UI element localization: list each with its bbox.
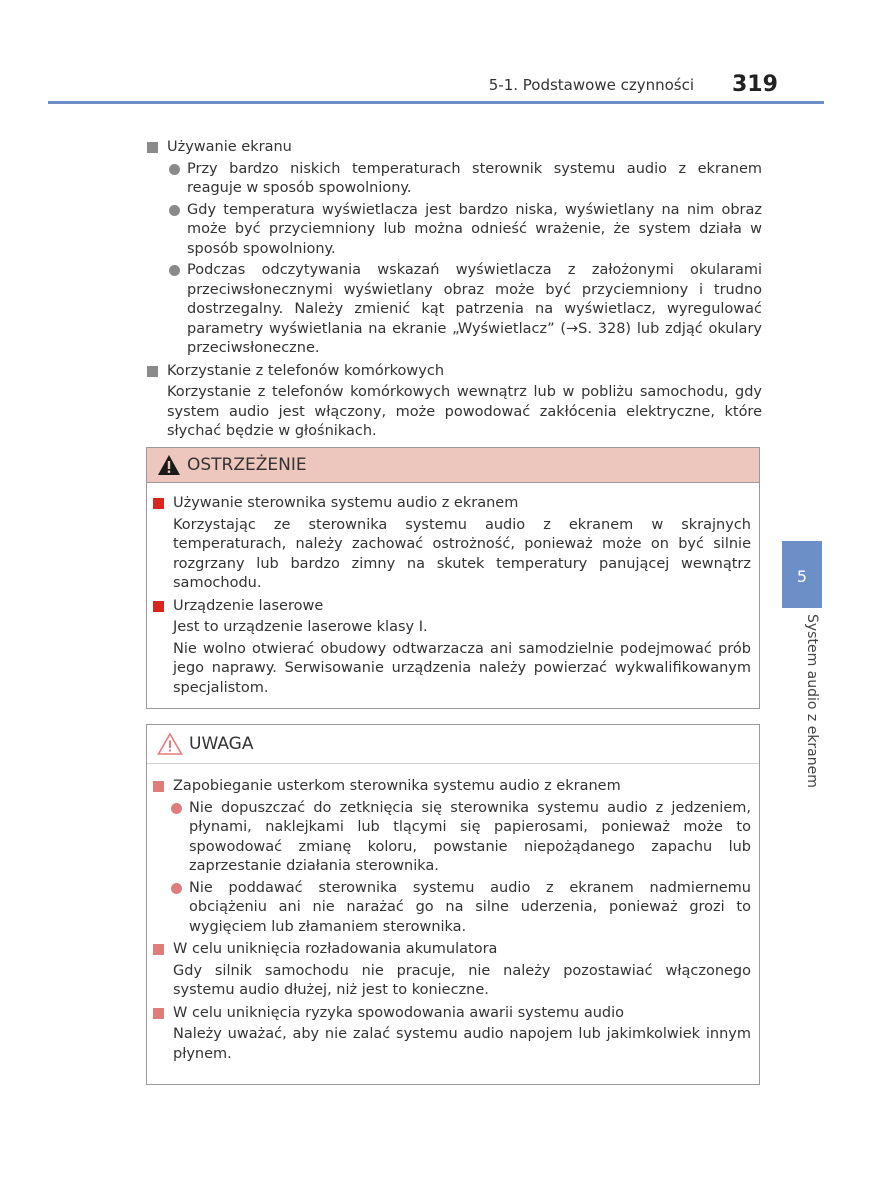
list-item	[171, 799, 751, 877]
caution-item-title: Zapobieganie usterkom sterownika systemu audio z ekranem	[173, 778, 621, 794]
list-item	[169, 261, 762, 359]
bullet-dot-icon	[169, 164, 180, 175]
caution-box-header	[147, 725, 759, 764]
warning-item-heading	[153, 597, 751, 617]
caution-item-heading	[153, 1004, 751, 1024]
warning-item-heading	[153, 494, 751, 514]
bullet-dot-icon	[171, 803, 182, 814]
chapter-number: 5	[796, 567, 808, 586]
caution-item-title: W celu uniknięcia ryzyka spowodowania awarii systemu audio	[173, 1004, 625, 1021]
caution-item-heading	[153, 940, 751, 960]
red-square-icon	[153, 601, 164, 612]
warning-box	[146, 447, 760, 709]
caution-item-title: W celu uniknięcia rozładowania akumulatora	[173, 941, 498, 957]
bullet-dot-icon	[169, 205, 180, 216]
pink-square-icon	[153, 944, 164, 955]
running-header-section: 5-1. Podstawowe czynności	[488, 76, 694, 94]
pink-square-icon	[153, 1008, 164, 1019]
bullet-text: Nie poddawać sterownika systemu audio z ekranem nadmiernemu obciążeniu ani nie narażać go na silne uderzenia, ponieważ grozi to wygięciem lub złamaniem sterownika.	[189, 879, 751, 935]
section-title: Używanie ekranu	[167, 139, 292, 155]
caution-paragraph: Należy uważać, aby nie zalać systemu audio napojem lub jakimkolwiek innym płynem.	[173, 1026, 751, 1062]
chapter-tab	[782, 541, 822, 608]
bullet-text: Podczas odczytywania wskazań wyświetlacza z założonymi okularami przeciwsłonecznymi wyświetlany obraz może być przyciemniony i trudno dostrzegalny. Należy zmienić kąt patrzenia na wyświetlacz, wyregulować parametry wyświetlania na ekranie „Wyświetlacz” (→S. 328) lub zdjąć okulary przeciwsłoneczne.	[187, 262, 762, 356]
bullet-text: Nie dopuszczać do zetknięcia się sterownika systemu audio z jedzeniem, płynami, naklejkami lub tlącymi się papierosami, ponieważ może to spowodować zmianę koloru, powstanie niepożądanego zapachu lub zaprzestanie działania sterownika.	[189, 799, 751, 874]
warning-paragraph: Jest to urządzenie laserowe klasy I.	[173, 619, 428, 635]
warning-item-title: Używanie sterownika systemu audio z ekranem	[173, 495, 519, 511]
caution-paragraph: Gdy silnik samochodu nie pracuje, nie należy pozostawiać włączonego systemu audio dłużej, niż jest to konieczne.	[173, 962, 751, 998]
list-item	[169, 160, 762, 199]
section-paragraph: Korzystanie z telefonów komórkowych wewnątrz lub w pobliżu samochodu, gdy system audio jest włączony, może powodować zakłócenia elektryczne, które słychać będzie w głośnikach.	[167, 384, 762, 439]
bullet-text: Przy bardzo niskich temperaturach sterownik systemu audio z ekranem reaguje w sposób spowolniony.	[187, 160, 762, 196]
caution-item-heading	[153, 777, 751, 797]
caution-title: UWAGA	[189, 734, 254, 754]
page-number: 319	[732, 72, 778, 97]
list-item	[169, 201, 762, 260]
warning-item-title: Urządzenie laserowe	[173, 597, 324, 614]
caution-box	[146, 724, 760, 1085]
warning-paragraph: Nie wolno otwierać obudowy odtwarzacza ani samodzielnie podejmować prób jego naprawy. Serwisowanie urządzenia należy powierzać wykwalifikowanym specjalistom.	[173, 640, 751, 696]
header-rule	[48, 101, 824, 104]
main-content	[147, 135, 762, 442]
warning-box-header	[147, 448, 759, 483]
section-heading	[147, 362, 762, 382]
list-item	[171, 879, 751, 938]
gray-square-icon	[147, 366, 158, 377]
warning-title: OSTRZEŻENIE	[187, 455, 307, 475]
bullet-dot-icon	[171, 883, 182, 894]
bullet-dot-icon	[169, 265, 180, 276]
warning-paragraph: Korzystając ze sterownika systemu audio z ekranem w skrajnych temperaturach, należy zachować ostrożność, ponieważ może on być silnie rozgrzany lub bardzo zimny na skutek temperatury panującej wewnątrz samochodu.	[173, 516, 751, 591]
section-heading	[147, 138, 762, 158]
section-title: Korzystanie z telefonów komórkowych	[167, 362, 445, 379]
red-square-icon	[153, 498, 164, 509]
caution-box-body	[147, 764, 759, 1074]
warning-triangle-icon	[157, 454, 181, 476]
pink-square-icon	[153, 781, 164, 792]
caution-triangle-icon	[157, 732, 183, 756]
bullet-text: Gdy temperatura wyświetlacza jest bardzo niska, wyświetlany na nim obraz może być przyciemniony lub można odnieść wrażenie, że system działa w sposób spowolniony.	[187, 201, 762, 257]
warning-box-body	[147, 483, 759, 708]
chapter-title-vertical: System audio z ekranem	[804, 614, 820, 788]
gray-square-icon	[147, 142, 158, 153]
